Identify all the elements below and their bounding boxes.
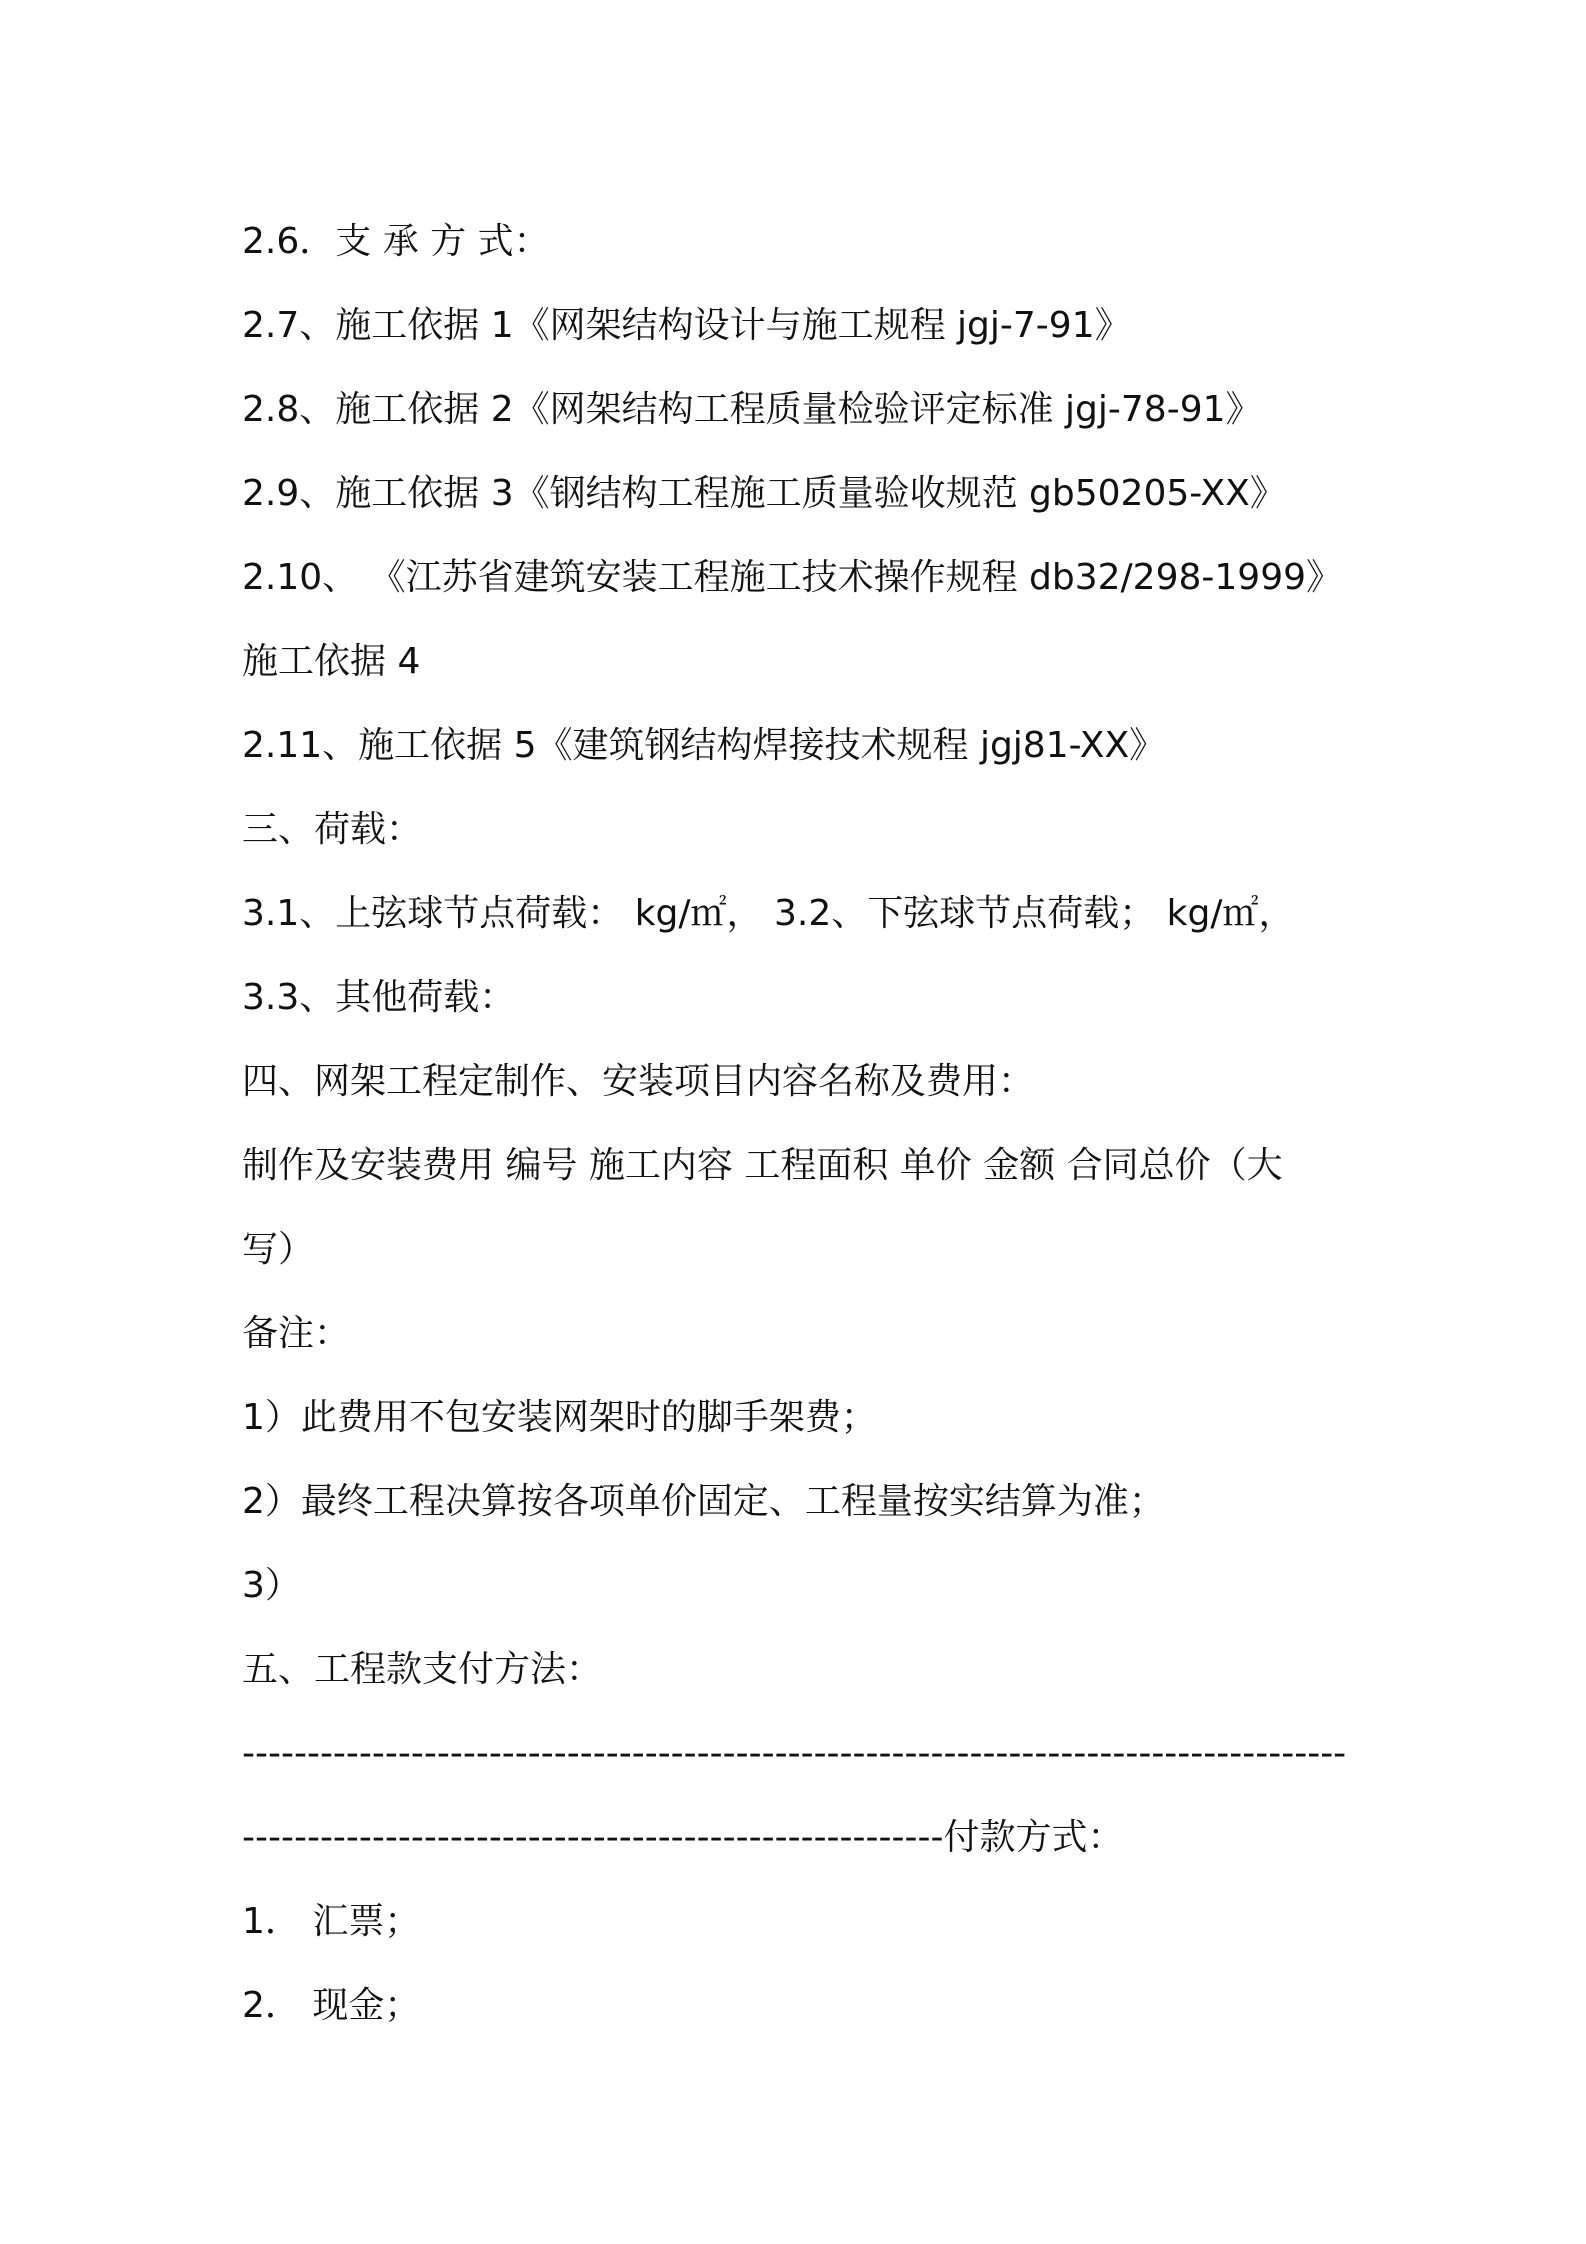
section-2-9-construction-basis-3: 2.9、施工依据 3《钢结构工程施工质量验收规范 gb50205-XX》 bbox=[242, 473, 1286, 514]
section-2-6-support-method: 2.6．支 承 方 式： bbox=[242, 221, 550, 262]
remark-1: 1）此费用不包安装网架时的脚手架费； bbox=[242, 1397, 877, 1438]
document-body bbox=[242, 200, 1362, 2048]
heading-payment-method: 五、工程款支付方法： bbox=[242, 1649, 603, 1690]
remark-2: 2）最终工程决算按各项单价固定、工程量按实结算为准； bbox=[242, 1481, 1165, 1522]
section-2-10-jiangsu-regulation: 2.10、 《江苏省建筑安装工程施工技术操作规程 db32/298-1999》 bbox=[242, 557, 1343, 598]
section-2-8-construction-basis-2: 2.8、施工依据 2《网架结构工程质量检验评定标准 jgj-78-91》 bbox=[242, 389, 1262, 430]
section-2-10-construction-basis-4: 施工依据 4 bbox=[242, 641, 421, 682]
cost-columns-line-continued: 写） bbox=[242, 1229, 315, 1270]
section-3-3-other-loads: 3.3、其他荷载： bbox=[242, 977, 516, 1018]
remarks-heading: 备注： bbox=[242, 1313, 351, 1354]
section-2-7-construction-basis-1: 2.7、施工依据 1《网架结构设计与施工规程 jgj-7-91》 bbox=[242, 305, 1131, 346]
cost-columns-line: 制作及安装费用 编号 施工内容 工程面积 单价 金额 合同总价（大 bbox=[242, 1145, 1283, 1186]
heading-loads: 三、荷载： bbox=[242, 809, 423, 850]
heading-fabrication-installation-costs: 四、网架工程定制作、安装项目内容名称及费用： bbox=[242, 1061, 1035, 1102]
payment-method-label-line: ------------------------------------------------------付款方式： bbox=[242, 1817, 1124, 1858]
dashed-separator: ------------------------------------------------------------------------------------- bbox=[242, 1733, 1347, 1774]
payment-option-2: 2． 现金； bbox=[242, 1985, 421, 2026]
remark-3: 3） bbox=[242, 1565, 301, 1606]
section-2-11-construction-basis-5: 2.11、施工依据 5《建筑钢结构焊接技术规程 jgj81-XX》 bbox=[242, 725, 1166, 766]
payment-option-1: 1． 汇票； bbox=[242, 1901, 421, 1942]
section-3-1-3-2-node-loads: 3.1、上弦球节点荷载： kg/㎡， 3.2、下弦球节点荷载； kg/㎡， bbox=[242, 893, 1295, 934]
